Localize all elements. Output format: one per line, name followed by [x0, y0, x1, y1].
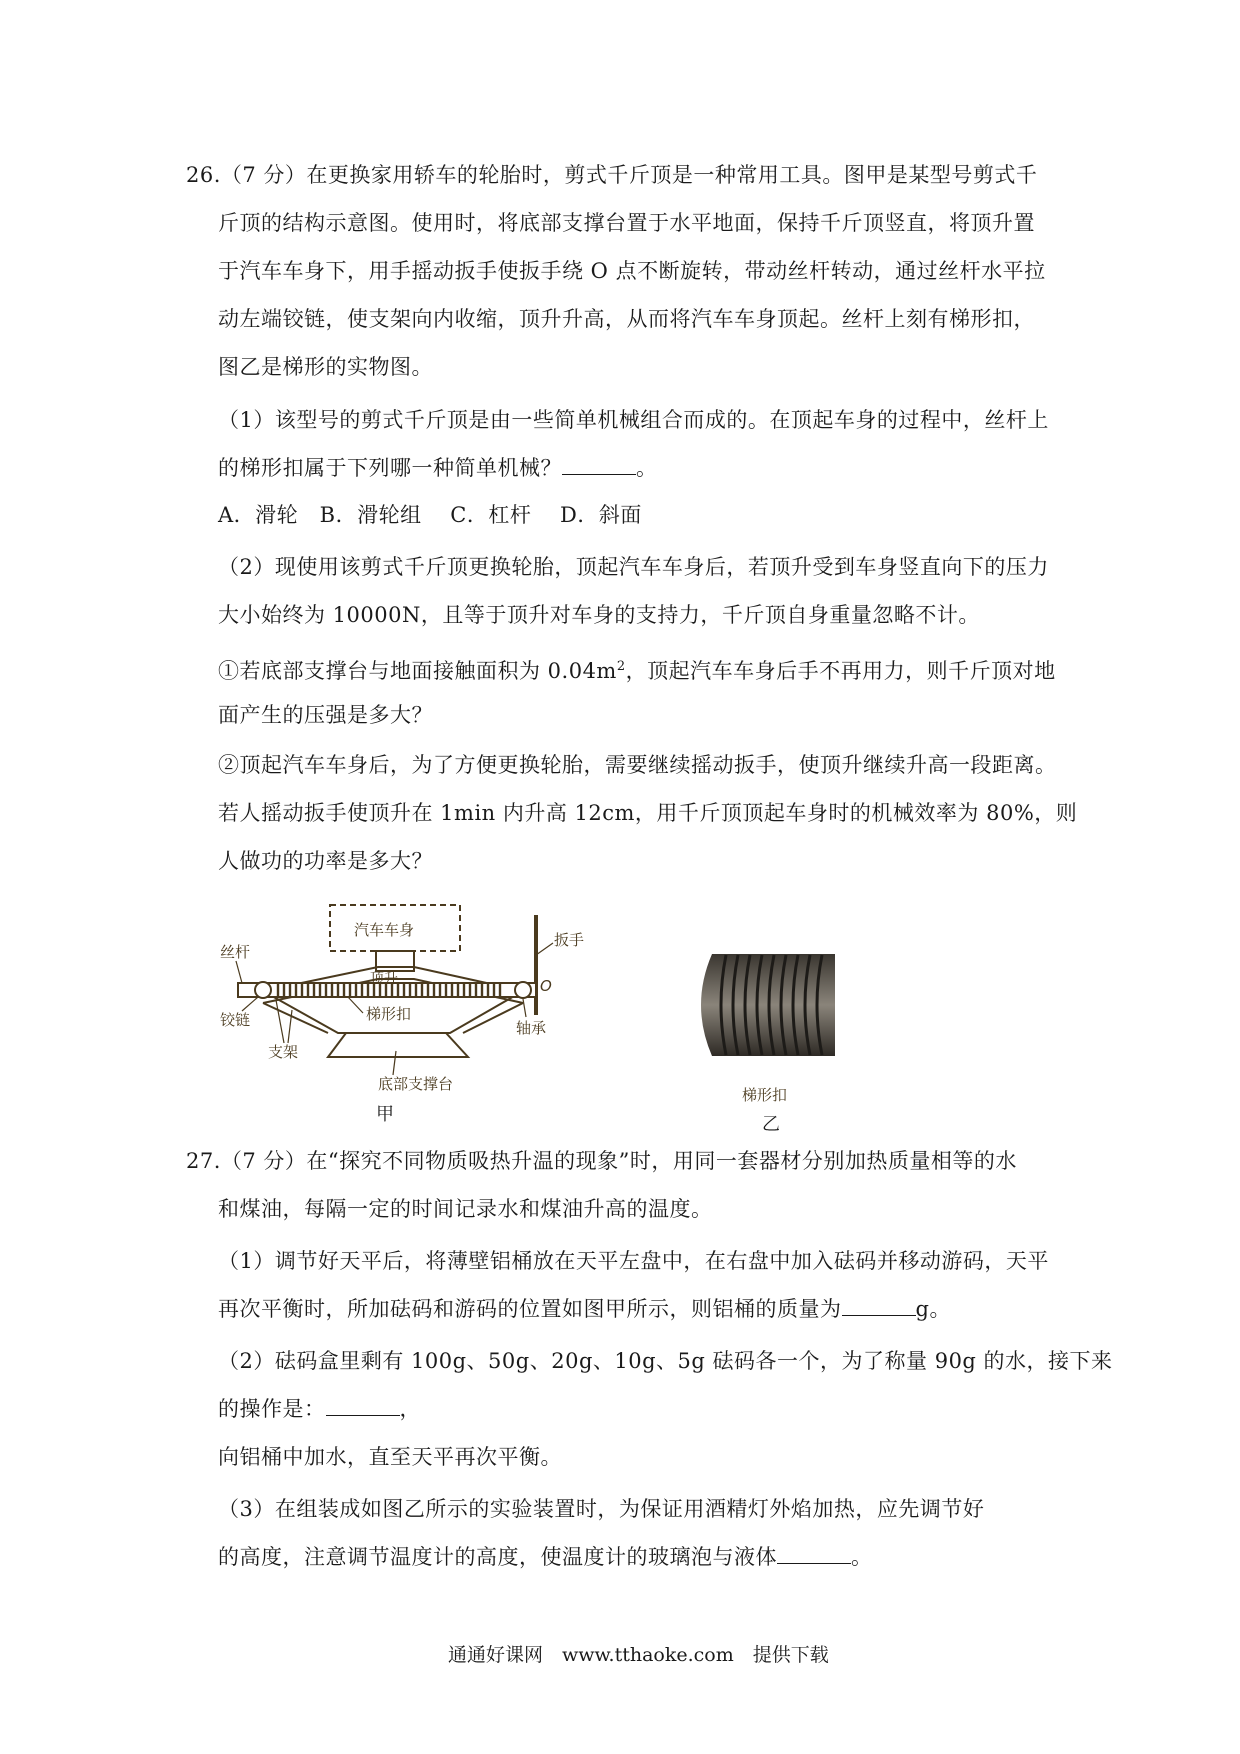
q26-stem-line-4: 动左端铰链，使支架向内收缩，顶升升高，从而将汽车车身顶起。丝杆上刻有梯形扣，: [218, 307, 1035, 331]
q26-sub1-line-2: 面产生的压强是多大？: [218, 703, 433, 727]
caption-jia: 甲: [376, 1104, 394, 1125]
figure-yi-trapezoid-thread-photo: [690, 950, 850, 1140]
q27-stem-line-1: 27.（7 分）在“探究不同物质吸热升温的现象”时，用同一套器材分别加热质量相等的水: [186, 1149, 1017, 1173]
q26-part1-text: 的梯形扣属于下列哪一种简单机械？: [218, 456, 562, 480]
q27-part1-answer-blank[interactable]: [842, 1295, 916, 1316]
right-hinge: [515, 982, 531, 998]
q26-sub1-text-b: ，顶起汽车车身后手不再用力，则千斤顶对地: [625, 659, 1056, 683]
caption-yi: 乙: [762, 1114, 780, 1135]
q27-part3-line-2: [218, 1542, 873, 1572]
q26-stem-line-2: 斤顶的结构示意图。使用时，将底部支撑台置于水平地面，保持千斤顶竖直，将顶升置: [218, 211, 1035, 235]
q26-part1-line-2: [218, 453, 658, 483]
q26-sub1-line-1: [218, 652, 1056, 686]
left-hinge: [255, 982, 271, 998]
label-bearing: 轴承: [516, 1019, 547, 1037]
q26-stem-line-5: 图乙是梯形的实物图。: [218, 355, 433, 379]
q26-sub1-sup: 2: [616, 659, 626, 674]
q27-part3-line-1: （3）在组装成如图乙所示的实验装置时，为保证用酒精灯外焰加热，应先调节好: [218, 1497, 985, 1521]
q26-options: A．滑轮 B．滑轮组 C．杠杆 D．斜面: [218, 503, 642, 527]
q27-part3-answer-blank[interactable]: [777, 1543, 851, 1564]
label-yi-trapezoid: 梯形扣: [742, 1086, 788, 1104]
q26-stem-line-1: 26.（7 分）在更换家用轿车的轮胎时，剪式千斤顶是一种常用工具。图甲是某型号剪式千: [186, 163, 1038, 187]
label-wrench: 扳手: [554, 931, 585, 949]
label-point-o: O: [540, 977, 552, 995]
q27-part2-line-2: [218, 1394, 421, 1424]
q27-part1-line-2: [218, 1294, 951, 1324]
page-footer: 通通好课网 www.tthaoke.com 提供下载: [448, 1644, 829, 1666]
q27-part2-line-1: （2）砝码盒里剩有 100g、50g、20g、10g、5g 砝码各一个，为了称量 90g 的水，接下来: [218, 1349, 1113, 1373]
label-lead-screw: 丝杆: [220, 943, 251, 961]
q27-part2-text: 的操作是：: [218, 1397, 326, 1421]
figure-jia-scissor-jack: [218, 885, 618, 1135]
q27-stem-line-2: 和煤油，每隔一定的时间记录水和煤油升高的温度。: [218, 1197, 713, 1221]
q27-part1-text: 再次平衡时，所加砝码和游码的位置如图甲所示，则铝桶的质量为: [218, 1297, 842, 1321]
q27-part1-end: g。: [915, 1297, 951, 1321]
q26-sub2-line-2: 若人摇动扳手使顶升在 1min 内升高 12cm，用千斤顶顶起车身时的机械效率为 80%，则: [218, 801, 1078, 825]
q26-part1-answer-blank[interactable]: [562, 454, 636, 475]
q27-part2-end: ，: [399, 1397, 421, 1421]
label-lift: 顶升: [370, 971, 398, 987]
label-hinge: 铰链: [220, 1011, 251, 1029]
q27-part2-line-3: 向铝桶中加水，直至天平再次平衡。: [218, 1445, 562, 1469]
q27-part3-text: 的高度，注意调节温度计的高度，使温度计的玻璃泡与液体: [218, 1545, 777, 1569]
q26-sub2-line-3: 人做功的功率是多大？: [218, 849, 433, 873]
label-bracket: 支架: [268, 1043, 299, 1061]
q27-part3-end: 。: [851, 1545, 873, 1569]
q27-part2-answer-blank[interactable]: [326, 1395, 400, 1416]
base-platform: [328, 1033, 468, 1057]
q27-part1-line-1: （1）调节好天平后，将薄壁铝桶放在天平左盘中，在右盘中加入砝码并移动游码，天平: [218, 1249, 1049, 1273]
q26-part1-end: 。: [636, 456, 658, 480]
q26-stem-line-3: 于汽车车身下，用手摇动扳手使扳手绕 O 点不断旋转，带动丝杆转动，通过丝杆水平拉: [218, 259, 1046, 283]
q26-sub2-line-1: ②顶起汽车车身后，为了方便更换轮胎，需要继续摇动扳手，使顶升继续升高一段距离。: [218, 753, 1057, 777]
q26-sub1-text-a: ①若底部支撑台与地面接触面积为 0.04m: [218, 659, 617, 683]
q26-part2-line-1: （2）现使用该剪式千斤顶更换轮胎，顶起汽车车身后，若顶升受到车身竖直向下的压力: [218, 555, 1049, 579]
label-base: 底部支撑台: [378, 1075, 454, 1093]
q26-part2-line-2: 大小始终为 10000N，且等于顶升对车身的支持力，千斤顶自身重量忽略不计。: [218, 603, 980, 627]
q26-part1-line-1: （1）该型号的剪式千斤顶是由一些简单机械组合而成的。在顶起车身的过程中，丝杆上: [218, 408, 1049, 432]
label-car-body: 汽车车身: [354, 921, 415, 939]
label-trapezoid-thread: 梯形扣: [366, 1005, 412, 1023]
